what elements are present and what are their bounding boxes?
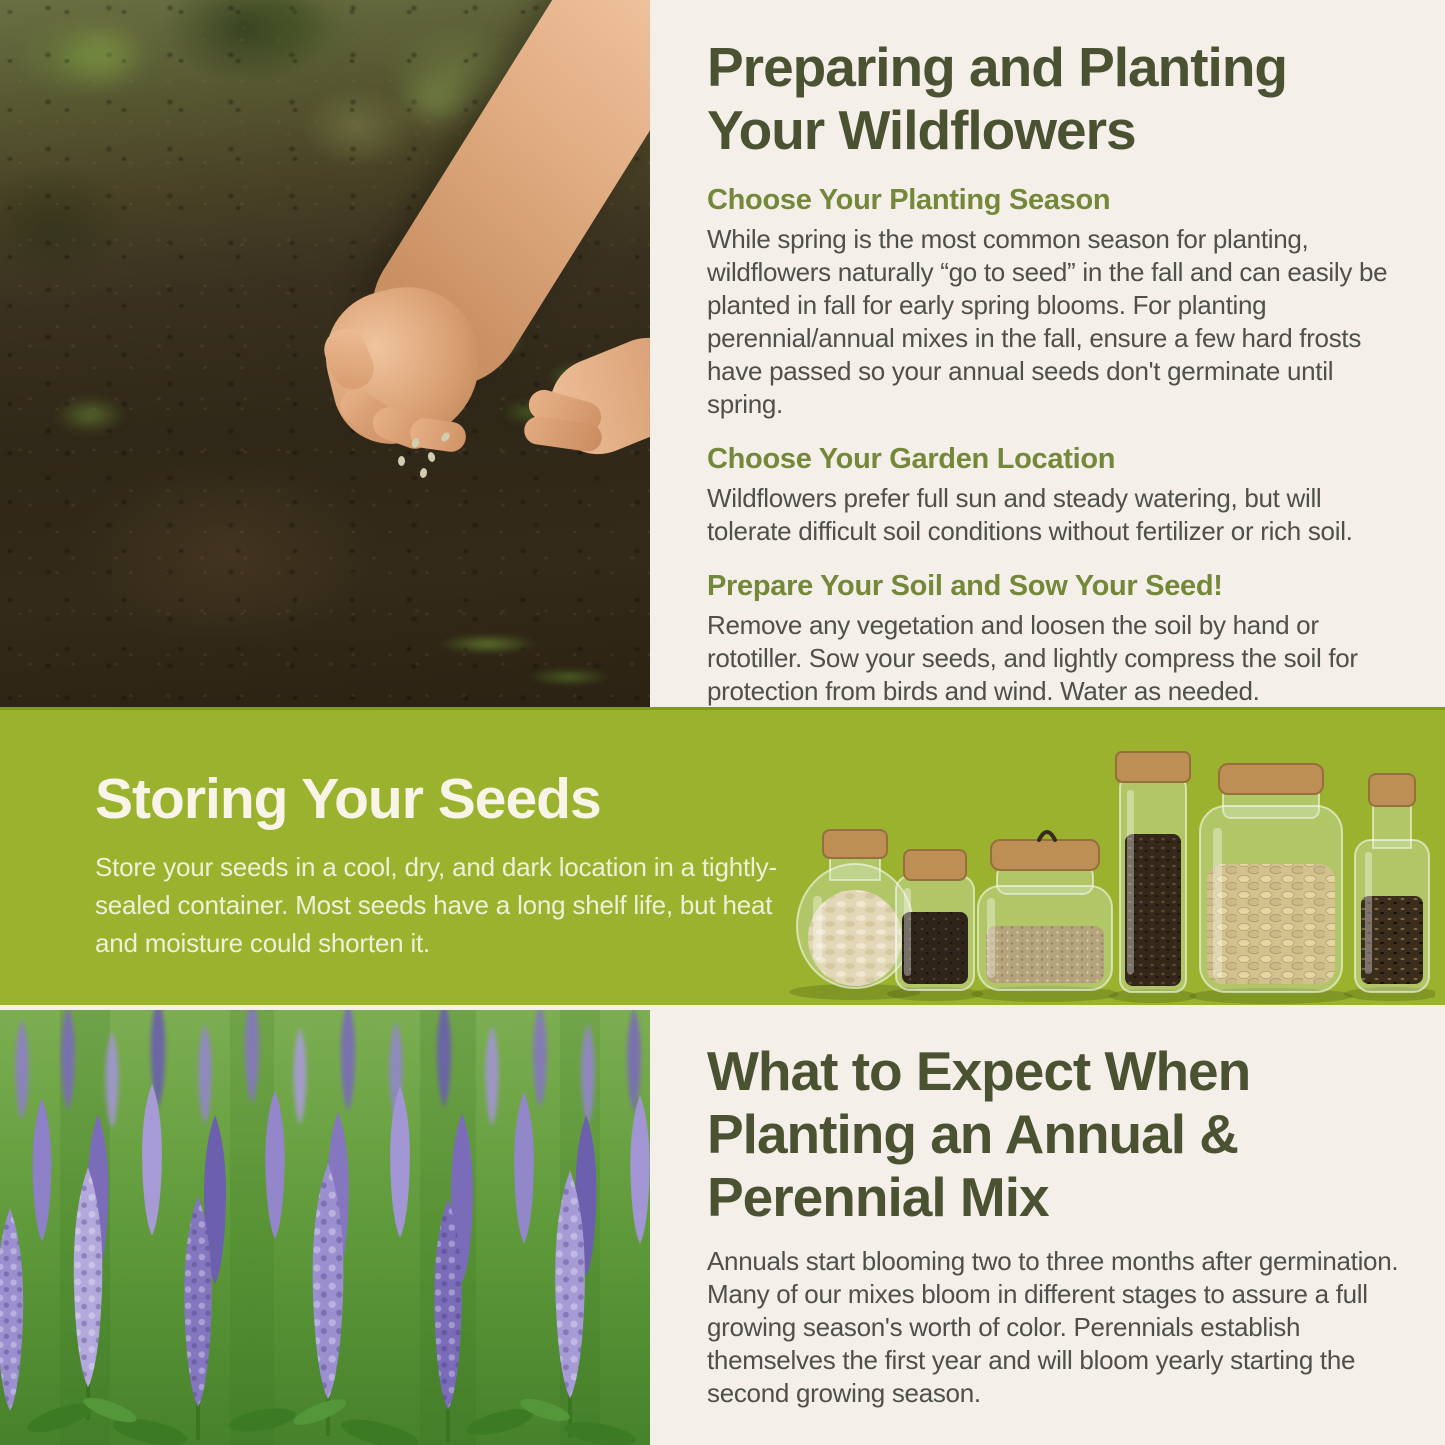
- bottle-mixed-seed-jar: [1355, 774, 1429, 992]
- what-to-expect-title: [707, 1040, 1415, 1229]
- page-title: [707, 36, 1405, 162]
- what-to-expect-panel: [650, 1010, 1445, 1445]
- section-garden-location-title: Choose Your Garden Location: [707, 443, 1116, 475]
- section-garden-location-body: Wildflowers prefer full sun and steady watering, but will tolerate difficult soil conditions without fertilizer or rich soil.: [707, 483, 1353, 546]
- green-sprout: [30, 380, 150, 450]
- squat-tan-seed-jar: [978, 832, 1112, 990]
- what-to-expect-title-line3: Perennial Mix: [707, 1166, 1049, 1228]
- section-prepare-soil-title: Prepare Your Soil and Sow Your Seed!: [707, 570, 1223, 602]
- section-planting-season: [707, 184, 1407, 421]
- page-title-line2: Your Wildflowers: [707, 99, 1136, 161]
- storing-seeds-heading: Storing Your Seeds: [95, 767, 601, 831]
- grass-blades: [380, 600, 650, 707]
- section-garden-location: [707, 443, 1407, 548]
- large-pumpkin-seed-jar: [1200, 764, 1342, 992]
- lupine-field-illustration: [0, 1010, 650, 1445]
- what-to-expect-title-line2: Planting an Annual &: [707, 1103, 1239, 1165]
- small-dark-seed-jar: [896, 850, 974, 990]
- falling-seed: [398, 456, 405, 466]
- storing-your-seeds-band: [0, 707, 1445, 1005]
- section-prepare-soil-body: Remove any vegetation and loosen the soil by hand or rototiller. Sow your seeds, and lightly compress the soil for protection from birds and wind. Water as needed.: [707, 610, 1358, 706]
- hands-sowing-seeds-photo: [0, 0, 650, 707]
- section-prepare-soil: [707, 570, 1407, 708]
- storing-seeds-body: Store your seeds in a cool, dry, and dark location in a tightly-sealed container. Most seeds have a long shelf life, but heat and moisture could shorten it.: [95, 852, 777, 958]
- seed-jars-illustration: [775, 746, 1435, 1006]
- what-to-expect-body: Annuals start blooming two to three months after germination. Many of our mixes bloom in different stages to assure a full growing season's worth of color. Perennials establish themselves the first year and will bloom yearly starting the second growing season.: [707, 1246, 1399, 1408]
- lupine-field-photo: [0, 1010, 650, 1445]
- preparing-and-planting-panel: [650, 0, 1445, 707]
- section-planting-season-title: Choose Your Planting Season: [707, 184, 1111, 216]
- section-planting-season-body: While spring is the most common season for planting, wildflowers naturally “go to seed” in the fall and can easily be planted in fall for early spring blooms. For planting perennial/annual mixes in the fall, ensure a few hard frosts have passed so your annual seeds don't germinate until spring.: [707, 224, 1388, 419]
- page-title-line1: Preparing and Planting: [707, 36, 1288, 98]
- what-to-expect-title-line1: What to Expect When: [707, 1040, 1251, 1102]
- tall-cylinder-seed-jar: [1116, 752, 1190, 992]
- storing-seeds-text-block: [95, 767, 795, 962]
